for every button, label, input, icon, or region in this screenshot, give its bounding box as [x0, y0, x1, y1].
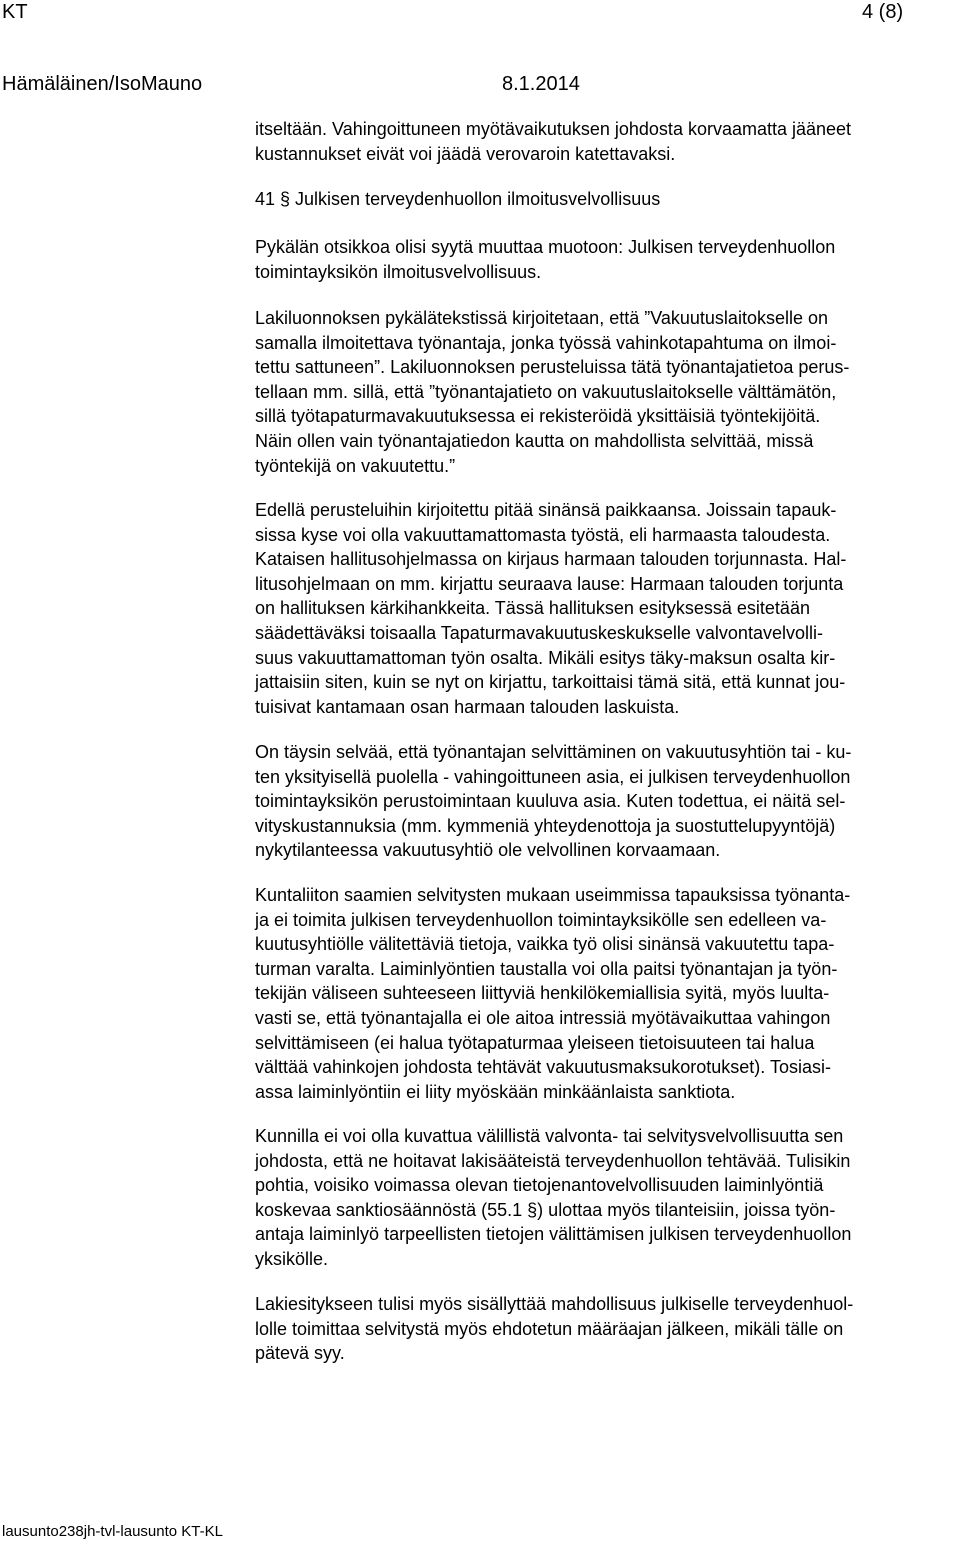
paragraph-survey-findings: Kuntaliiton saamien selvitysten mukaan useimmissa tapauksissa työnanta- ja ei toimita julkisen terveydenhuollon toimintayksikölle sen edelleen va- kuutusyhtiölle välitettäviä tietoja, vaikka työ olisi sinänsä vakuutettu tapa- turman varalta. Laiminlyöntien taustalla voi olla paitsi työnantajan ja työn- tekijän väliseen suhteeseen liittyviä henkilökemiallisia syitä, myös luulta- vasti se, että työnantajalla ei ole aitoa intressiä myötävaikuttaa vahingon selvittämiseen (ei halua työtapaturmaa yleiseen tietoisuuteen tai halua välttää vahinkojen johdosta tehtävät vakuutusmaksukorotukset). Tosiasi- assa laiminlyöntiin ei liity myöskään minkäänlaista sanktiota. — [255, 885, 851, 1102]
paragraph-continuation: itseltään. Vahingoittuneen myötävaikutuksen johdosta korvaamatta jääneet kustannukset eivät voi jäädä verovaroin katettavaksi. — [255, 119, 852, 164]
paragraph-draft-text: Lakiluonnoksen pykälätekstissä kirjoitetaan, että ”Vakuutuslaitokselle on samalla ilmoitettava työnantaja, jonka työssä vahinkotapahtuma on ilmoi- tettu sattuneen”. Lakiluonnoksen perusteluissa tätä työnantajatietoa perus- tellaan mm. sillä, että ”työnantajatieto on vakuutuslaitokselle välttämätön, sillä työtapaturmavakuutuksessa ei rekisteröidä yksittäisiä työntekijöitä. Näin ollen vain työnantajatiedon kautta on mahdollista selvittää, missä työntekijä on vakuutettu.” — [255, 308, 850, 476]
header-org: KT — [2, 1, 28, 23]
header-date: 8.1.2014 — [502, 73, 580, 95]
paragraph-deadline-proposal: Lakiesitykseen tulisi myös sisällyttää mahdollisuus julkiselle terveydenhuol- lolle toimittaa selvitystä myös ehdotetun määräajan jälkeen, mikäli tälle on pätevä syy. — [255, 1294, 854, 1364]
header-author: Hämäläinen/IsoMauno — [2, 73, 203, 95]
paragraph-employer-clarification: On täysin selvää, että työnantajan selvittäminen on vakuutusyhtiön tai - ku- ten yksityisellä puolella - vahingoittuneen asia, ei julkisen terveydenhuollon toimintayksikön perustoimintaan kuuluva asia. Kuten todettua, ei näitä sel- vityskustannuksia (mm. kymmeniä yhteydenottoja ja suostuttelupyyntöjä) nykytilanteessa vakuutusyhtiö ole velvollinen korvaamaan. — [255, 742, 852, 861]
footer-filename: lausunto238jh-tvl-lausunto KT-KL — [2, 1523, 223, 1540]
paragraph-title-proposal: Pykälän otsikkoa olisi syytä muuttaa muotoon: Julkisen terveydenhuollon toimintayksikön ilmoitusvelvollisuus. — [255, 237, 836, 282]
section-heading: 41 § Julkisen terveydenhuollon ilmoitusvelvollisuus — [255, 189, 661, 209]
page-number: 4 (8) — [862, 1, 904, 23]
paragraph-grey-economy: Edellä perusteluihin kirjoitettu pitää sinänsä paikkaansa. Joissain tapauk- sissa kyse voi olla vakuuttamattomasta työstä, eli harmaasta taloudesta. Kataisen hallitusohjelmassa on kirjaus harmaan talouden torjunnasta. Hal- litusohjelmaan on mm. kirjattu seuraava lause: Harmaan talouden torjunta on hallituksen kärkihankkeita. Tässä hallituksen esityksessä esitetään säädettäväksi toisaalla Tapaturmavakuutuskeskukselle valvontavelvolli- suus vakuuttamattoman työn osalta. Mikäli esitys täky-maksun osalta kir- jattaisiin siten, kuin se nyt on kirjattu, tarkoittaisi tämä sitä, että kunnat jou- tuisivat kantamaan osan harmaan talouden laskuista. — [255, 500, 847, 717]
paragraph-municipal-duty: Kunnilla ei voi olla kuvattua välillistä valvonta- tai selvitysvelvollisuutta sen johdosta, että ne hoitavat lakisääteistä terveydenhuollon tehtävää. Tulisikin pohtia, voisiko voimassa olevan tietojenantovelvollisuuden laiminlyöntiä koskevaa sanktiosäännöstä (55.1 §) ulottaa myös tilanteisiin, joissa työn- antaja laiminlyö tarpeellisten tietojen välittämisen julkisen terveydenhuollon yksikölle. — [255, 1126, 852, 1269]
